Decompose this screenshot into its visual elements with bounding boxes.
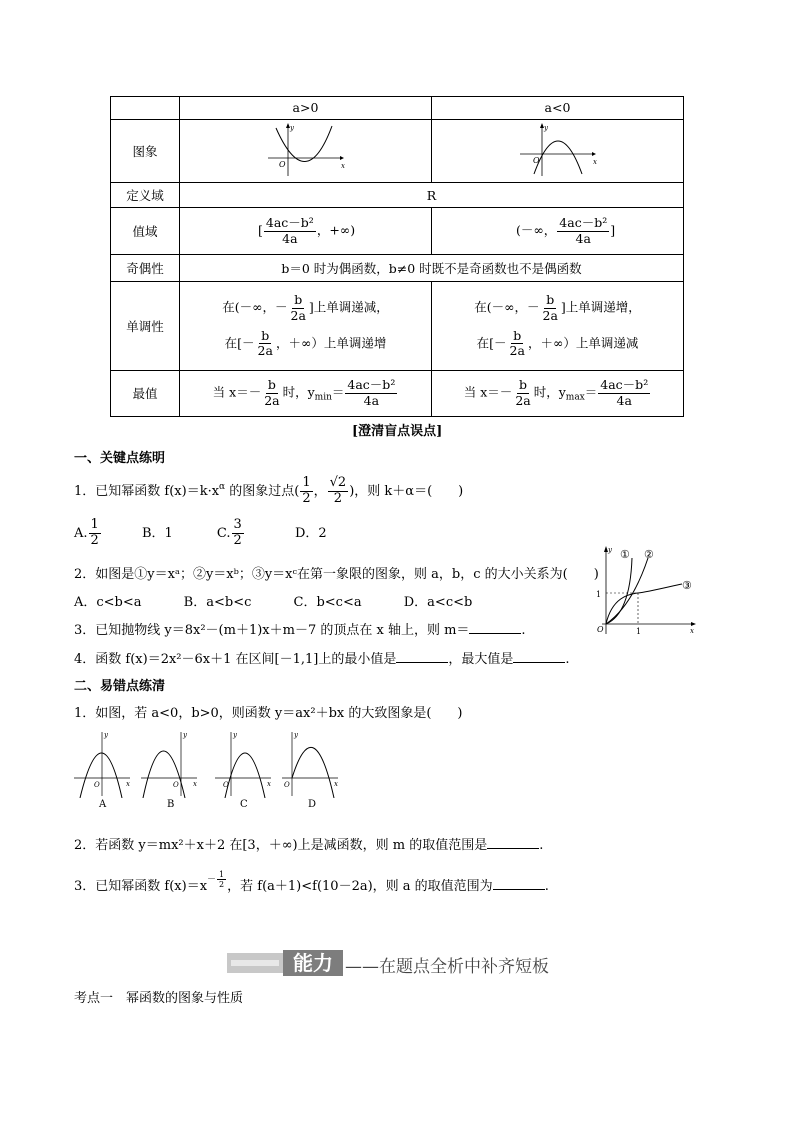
part2-question-2: 2．若函数 y＝mx²＋x＋2 在[3，＋∞)上是减函数，则 m 的取值范围是 .: [74, 838, 544, 853]
svg-text:x: x: [267, 780, 271, 788]
graph-upward-parabola: [180, 119, 432, 183]
curve-label-2: ②: [644, 548, 654, 561]
svg-text:x: x: [334, 780, 338, 788]
range-a-negative: (－∞， $\frac{\text{4ac－b²}}{4a}$ ]: [432, 208, 684, 255]
option-b[interactable]: B．1: [141, 525, 173, 541]
option-graph-a[interactable]: [72, 728, 134, 798]
option-graph-c[interactable]: [213, 728, 275, 798]
svg-text:y: y: [233, 731, 237, 739]
option-graph-caption-b: B: [167, 799, 175, 810]
svg-text:1: 1: [596, 590, 602, 599]
svg-text:y: y: [289, 123, 294, 132]
row-label-domain: 定义域: [111, 183, 180, 208]
option-c[interactable]: C．b<c<a: [293, 595, 362, 610]
svg-text:x: x: [193, 780, 197, 788]
svg-text:O: O: [223, 781, 229, 789]
answer-blank[interactable]: [469, 623, 521, 634]
svg-text:y: y: [608, 546, 612, 554]
svg-text:O: O: [284, 781, 290, 789]
answer-blank[interactable]: [487, 838, 539, 849]
part2-question-1: 1．如图，若 a<0，b>0，则函数 y＝ax²＋bx 的大致图象是( ): [74, 706, 463, 721]
range-a-positive: [ $\frac{\text{4ac－b²}}{4a}$ ，+∞): [180, 208, 432, 255]
svg-text:O: O: [278, 159, 286, 169]
part1-q1-options: [74, 518, 327, 549]
answer-blank-max[interactable]: [513, 652, 565, 663]
row-label-parity: 奇偶性: [111, 255, 180, 282]
row-label-graph: 图象: [111, 119, 180, 183]
option-a[interactable]: A．c<b<a: [74, 595, 142, 610]
option-b[interactable]: B．a<b<c: [183, 595, 252, 610]
range-fraction: $\frac{\text{4ac－b²}}{4a}$: [559, 215, 608, 246]
option-a[interactable]: A. $\frac{1}{2}$: [74, 517, 99, 548]
option-c[interactable]: C. $\frac{3}{2}$: [216, 517, 242, 548]
parity-value: b＝0 时为偶函数，b≠0 时既不是奇函数也不是偶函数: [180, 255, 684, 282]
option-d[interactable]: D．a<c<b: [403, 595, 473, 610]
svg-text:y: y: [183, 731, 187, 739]
svg-text:y: y: [543, 123, 548, 132]
part2-heading: 二、易错点练清: [74, 679, 166, 694]
svg-text:y: y: [294, 731, 298, 739]
extreme-a-positive: 当 x＝－ $\frac{b}{2a}$ 时，$y_{min}=$ $\frac{\text{4ac－b²}}{4a}$: [180, 370, 432, 416]
option-d[interactable]: D．2: [294, 525, 327, 541]
header-a-positive: a>0: [180, 97, 432, 120]
header-a-negative: a<0: [432, 97, 684, 120]
monotonicity-a-positive: 在(－∞，－ $\frac{b}{2a}$ ]上单调递减， 在[－ $\frac{b}{2a}$ ，＋∞）上单调递增: [180, 282, 432, 370]
part1-question-1: 1．已知幂函数 $f(x)=k\cdot x^\alpha$ 的图象过点( $\frac{1}{2}$ ， $\frac{√2}{2}$ )，则 k＋α＝( ): [74, 475, 464, 506]
row-label-range: 值域: [111, 208, 180, 255]
curve-label-1: ①: [620, 548, 630, 561]
monotonicity-a-negative: 在(－∞，－ $\frac{b}{2a}$ ]上单调递增， 在[－ $\frac{b}{2a}$ ，＋∞）上单调递减: [432, 282, 684, 370]
svg-text:x: x: [126, 780, 130, 788]
svg-text:O: O: [173, 781, 179, 789]
quadratic-properties-table: [110, 96, 684, 417]
part2-question-3: 3．已知幂函数 f(x)＝x－ $\frac{1}{2}$ ，若 f(a＋1)<f(10－2a)，则 a 的取值范围为 .: [74, 870, 549, 895]
domain-value: R: [180, 183, 684, 208]
extreme-a-negative: 当 x＝－ $\frac{b}{2a}$ 时，$y_{max}=$ $\frac{\text{4ac－b²}}{4a}$: [432, 370, 684, 416]
banner-label: 能力: [283, 950, 343, 976]
range-fraction: $\frac{\text{4ac－b²}}{4a}$: [265, 215, 314, 246]
svg-text:x: x: [592, 157, 597, 166]
power-functions-figure: [592, 544, 698, 636]
ability-banner: [227, 950, 567, 976]
banner-highlight: [231, 960, 279, 966]
option-graph-caption-c: C: [240, 799, 248, 810]
part1-heading: 一、关键点练明: [74, 451, 166, 466]
svg-text:x: x: [340, 161, 345, 170]
topic-heading: 考点一 幂函数的图象与性质: [74, 991, 244, 1006]
answer-blank-min[interactable]: [396, 652, 448, 663]
row-label-extreme: 最值: [111, 370, 180, 416]
answer-blank[interactable]: [493, 879, 545, 890]
option-graph-caption-d: D: [308, 799, 317, 810]
svg-text:O: O: [532, 155, 540, 165]
svg-text:O: O: [94, 781, 100, 789]
option-graph-caption-a: A: [99, 799, 107, 810]
part1-q2-options: [74, 591, 472, 610]
part1-question-4: 4．函数 f(x)＝2x²－6x＋1 在区间[－1,1]上的最小值是 ，最大值是 .: [74, 652, 570, 667]
row-label-monotonicity: 单调性: [111, 282, 180, 370]
downward-parabola-graph: [518, 122, 598, 178]
svg-text:y: y: [104, 731, 108, 739]
curve-label-3: ③: [682, 579, 692, 592]
part1-question-2: 2．如图是①y＝xᵃ；②y＝xᵇ；③y＝xᶜ在第一象限的图象，则 a，b，c 的大小关系为( ): [74, 567, 599, 582]
upward-parabola-graph: [266, 122, 346, 178]
table-corner-cell: [111, 97, 180, 120]
svg-text:1: 1: [636, 627, 642, 636]
graph-downward-parabola: [432, 119, 684, 183]
banner-subtitle: ——在题点全析中补齐短板: [345, 957, 549, 977]
option-graph-b[interactable]: [139, 728, 201, 798]
svg-text:x: x: [690, 627, 694, 635]
part1-question-3: 3．已知抛物线 y＝8x²－(m＋1)x＋m－7 的顶点在 x 轴上，则 m＝ .: [74, 623, 526, 638]
section-title: [澄清盲点误点]: [352, 424, 443, 439]
option-graph-d[interactable]: [280, 728, 342, 798]
svg-text:O: O: [597, 625, 604, 634]
